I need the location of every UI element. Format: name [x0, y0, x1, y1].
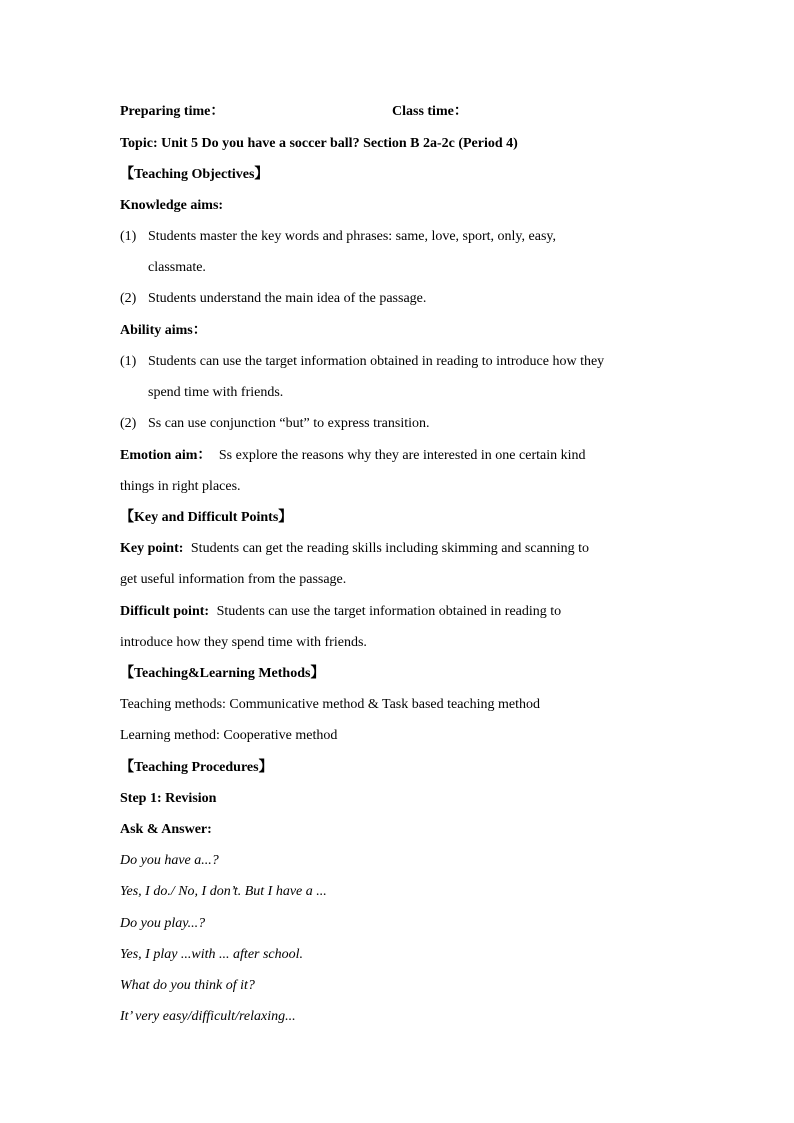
difficult-point-text: Students can use the target information obtained in reading to	[216, 604, 562, 619]
dialogue-line: What do you think of it?	[120, 978, 255, 993]
ability-item-1-line2: spend time with friends.	[148, 385, 284, 400]
knowledge-item-1-line1: Students master the key words and phrases: same, love, sport, only, easy,	[148, 229, 556, 244]
ability-item-2	[120, 415, 136, 433]
dialogue-line: Yes, I do./ No, I don’t. But I have a ...	[120, 884, 327, 899]
knowledge-item-1	[120, 228, 136, 246]
item-number: (1)	[120, 354, 137, 369]
topic-label: Topic:	[120, 136, 158, 151]
key-difficult-heading: 【Key and Difficult Points】	[120, 510, 293, 525]
emotion-aim-line1	[120, 447, 586, 465]
item-number: (1)	[120, 229, 137, 244]
key-point-line2: get useful information from the passage.	[120, 572, 347, 587]
knowledge-item-2-line1: Students understand the main idea of the passage.	[148, 291, 427, 306]
preparing-time-label: Preparing time：	[120, 104, 225, 119]
item-number: (2)	[120, 416, 137, 431]
ability-item-1	[120, 353, 136, 371]
dialogue-line: It’ very easy/difficult/relaxing...	[120, 1009, 296, 1024]
learning-method-line: Learning method: Cooperative method	[120, 728, 338, 743]
difficult-point-label: Difficult point:	[120, 604, 210, 619]
difficult-point-line2: introduce how they spend time with friends.	[120, 635, 367, 650]
dialogue-line: Do you have a...?	[120, 853, 219, 868]
teaching-methods-line: Teaching methods: Communicative method & Task based teaching method	[120, 697, 541, 712]
knowledge-item-1-line2: classmate.	[148, 260, 206, 275]
knowledge-aims-label: Knowledge aims:	[120, 198, 224, 213]
knowledge-item-2	[120, 290, 136, 308]
class-time-label: Class time：	[392, 104, 468, 119]
key-point-line1	[120, 540, 589, 558]
ask-answer-label: Ask & Answer:	[120, 822, 212, 837]
item-number: (2)	[120, 291, 137, 306]
methods-heading: 【Teaching&Learning Methods】	[120, 666, 325, 681]
dialogue-line: Yes, I play ...with ... after school.	[120, 947, 304, 962]
ability-aims-label: Ability aims：	[120, 323, 207, 338]
difficult-point-line1	[120, 603, 561, 621]
ability-item-2-line1: Ss can use conjunction “but” to express transition.	[148, 416, 430, 431]
step1-heading: Step 1: Revision	[120, 791, 217, 806]
dialogue-line: Do you play...?	[120, 916, 206, 931]
key-point-text: Students can get the reading skills including skimming and scanning to	[190, 541, 590, 556]
teaching-objectives-heading: 【Teaching Objectives】	[120, 167, 269, 182]
emotion-aim-text: Ss explore the reasons why they are interested in one certain kind	[218, 448, 586, 463]
emotion-aim-line2: things in right places.	[120, 479, 241, 494]
ability-item-1-line1: Students can use the target information obtained in reading to introduce how they	[148, 354, 605, 369]
procedures-heading: 【Teaching Procedures】	[120, 760, 273, 775]
key-point-label: Key point:	[120, 541, 184, 556]
topic-line	[120, 135, 518, 153]
topic-text: Unit 5 Do you have a soccer ball? Section B 2a-2c (Period 4)	[161, 136, 518, 151]
emotion-aim-label: Emotion aim：	[120, 448, 212, 463]
